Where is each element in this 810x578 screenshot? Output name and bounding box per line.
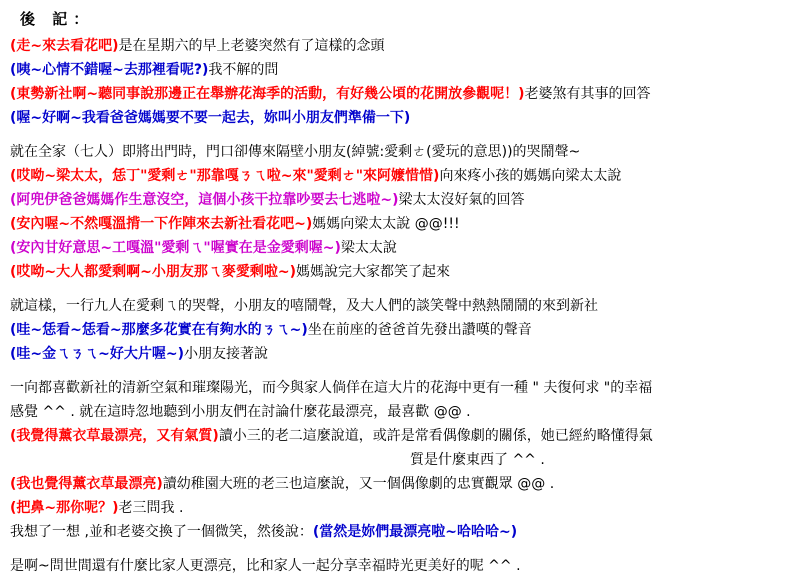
narration-text: 感覺 ^^ . 就在這時忽地聽到小朋友們在討論什麼花最漂亮，最喜歡 @@ . [10,404,471,420]
narration-text: 小朋友接著說 [184,346,268,362]
dialogue-quote: (把鼻~那你呢？) [10,500,119,516]
dialogue-quote: (我也覺得薰衣草最漂亮) [10,476,163,492]
paragraph [10,294,800,366]
narration-text: 就這樣，一行九人在愛剩ㄟ的哭聲，小朋友的嘻鬧聲，及大人們的談笑聲中熱熱鬧鬧的來到新社 [10,298,598,314]
text-line [10,448,800,472]
text-line [10,554,800,578]
dialogue-quote: (咦~心情不錯喔~去那裡看呢?) [10,62,209,78]
narration-text: 我不解的問 [208,62,279,78]
text-line [10,212,800,236]
narration-text: 向來疼小孩的媽媽向梁太太說 [439,168,622,184]
text-line [10,376,800,400]
dialogue-quote: (東勢新社啊~聽同事說那邊正在舉辦花海季的活動，有好幾公頃的花開放參觀呢！) [10,86,525,102]
page-title: 後 記： [20,10,95,28]
dialogue-quote: (阿兜伊爸爸媽媽作生意沒空，這個小孩干拉靠吵要去七逃啦~) [10,192,399,208]
paragraph [10,140,800,284]
text-line [10,342,800,366]
paragraph [10,34,800,130]
dialogue-quote: (哇~恁看~恁看~那麼多花實在有夠水的ㄋㄟ~) [10,322,308,338]
text-line [10,236,800,260]
dialogue-quote: (哇~金ㄟㄋㄟ~好大片喔~) [10,346,184,362]
dialogue-quote: (安內甘好意思~工嘎溫"愛剩ㄟ"喔實在是金愛剩喔~) [10,240,341,256]
narration-text: 讀小三的老二這麼說道，或許是常看偶像劇的關係，她已經約略懂得氣 [218,428,653,444]
text-line [10,472,800,496]
narration-text: 我想了一想 ,並和老婆交換了一個微笑，然後說： [10,524,313,540]
narration-text: 是啊~問世間還有什麼比家人更漂亮，比和家人一起分享幸福時光更美好的呢 ^^ . [10,558,521,574]
dialogue-quote: (走~來去看花吧) [10,38,119,54]
dialogue-quote: (安內喔~不然嘎溫揹一下作陣來去新社看花吧~) [10,216,313,232]
dialogue-quote: (喔~好啊~我看爸爸媽媽要不要一起去，妳叫小朋友們準備一下) [10,110,411,126]
text-line [10,34,800,58]
dialogue-quote: (我覺得薰衣草最漂亮，又有氣質) [10,428,219,444]
narration-text: 梁太太沒好氣的回答 [398,192,525,208]
narration-text: 媽媽向梁太太說 @@!!! [312,216,460,232]
text-line [10,424,800,448]
narration-text: 質是什麼東西了 ^^ . [410,452,545,468]
text-line [10,400,800,424]
narration-text: 是在星期六的早上老婆突然有了這樣的念頭 [118,38,385,54]
text-line [10,520,800,544]
dialogue-quote: (哎呦~大人都愛剩啊~小朋友那ㄟ麥愛剩啦~) [10,264,296,280]
text-line [10,318,800,342]
text-line [10,188,800,212]
story-body [10,34,800,578]
narration-text: 老婆煞有其事的回答 [524,86,651,102]
text-line [10,294,800,318]
narration-text: 就在全家（七人）即將出門時，門口卻傳來隔壁小朋友(綽號:愛剩ㄜ(愛玩的意思))的哭鬧聲~ [10,144,581,160]
narration-text: 一向都喜歡新社的清新空氣和璀璨陽光，而今與家人倘佯在這大片的花海中更有一種 " 夫復何求 "的幸福 [10,380,653,396]
narration-text: 坐在前座的爸爸首先發出讚嘆的聲音 [307,322,532,338]
text-line [10,58,800,82]
paragraph [10,554,800,578]
text-line [10,106,800,130]
dialogue-quote: (哎呦~梁太太，恁丁"愛剩ㄜ"那靠嘎ㄋㄟ啦~來"愛剩ㄜ"來阿嬤惜惜) [10,168,440,184]
narration-text: 梁太太說 [340,240,397,256]
narration-text: 讀幼稚園大班的老三也這麼說，又一個偶像劇的忠實觀眾 @@ . [162,476,555,492]
dialogue-quote: (當然是妳們最漂亮啦~哈哈哈~) [312,524,518,540]
text-line [10,82,800,106]
text-line [10,496,800,520]
text-line [10,164,800,188]
paragraph [10,376,800,544]
narration-text: 老三問我 . [118,500,184,516]
text-line [10,140,800,164]
narration-text: 媽媽說完大家都笑了起來 [296,264,450,280]
text-line [10,260,800,284]
